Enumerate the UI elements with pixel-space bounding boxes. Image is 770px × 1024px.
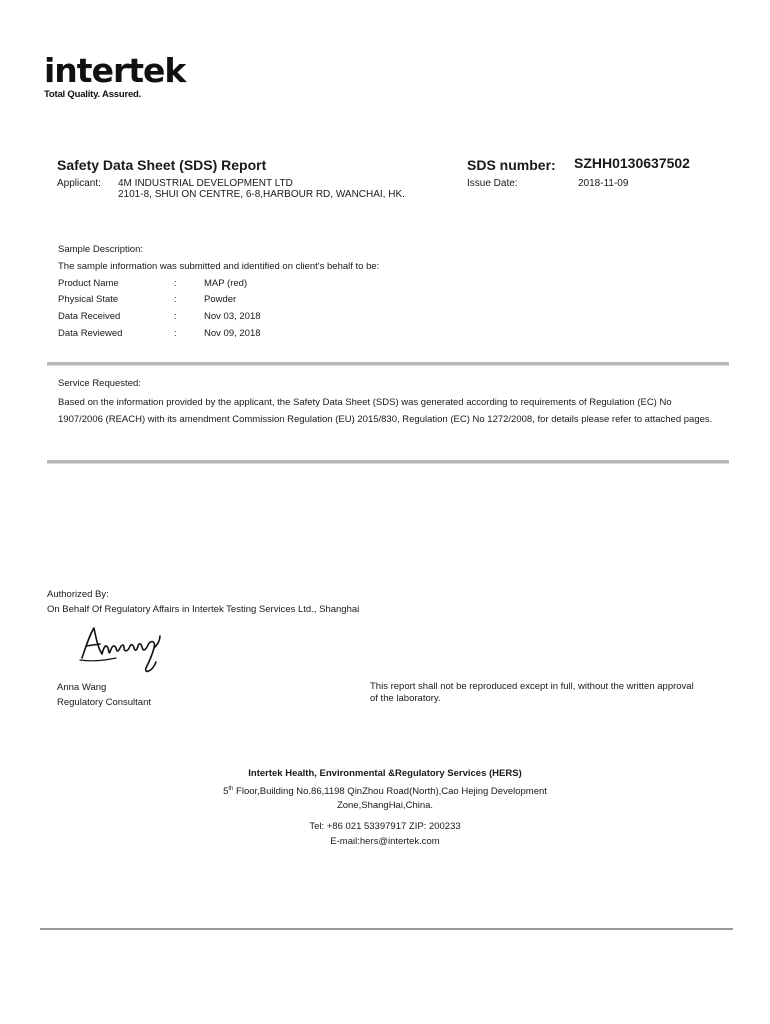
sds-number: SZHH0130637502	[574, 155, 690, 171]
applicant-address: 2101-8, SHUI ON CENTRE, 6-8,HARBOUR RD, WANCHAI, HK.	[118, 189, 405, 200]
service-text: Based on the information provided by the applicant, the Safety Data Sheet (SDS) was generated according to requirements of Regulation (EC) No 1907/2006 (REACH) with its amendment Commission Regulation (EU) 2015/830, Regulation (EC) No 1272/2008, for details please refer to attached pages.	[58, 397, 713, 425]
authorized-by-heading: Authorized By:	[47, 589, 109, 600]
footer-address-text: Floor,Building No.86,1198 QinZhou Road(North),Cao Hejing Development	[233, 786, 547, 798]
reproduction-notice: This report shall not be reproduced except in full, without the written approval of the laboratory.	[370, 681, 694, 704]
sample-row-key: Data Reviewed	[58, 328, 123, 339]
footer-email: E-mail:hers@intertek.com	[330, 836, 440, 847]
sample-row-key: Data Received	[58, 311, 121, 322]
section-divider	[47, 460, 729, 464]
logo-wordmark: intertek	[44, 51, 186, 90]
signature-image	[76, 618, 168, 680]
sample-row-value: Powder	[204, 294, 237, 305]
sample-row-sep: :	[174, 311, 177, 322]
sample-row-key: Product Name	[58, 278, 119, 289]
issue-date: 2018-11-09	[578, 178, 629, 189]
section-divider	[47, 362, 729, 366]
sds-number-label: SDS number:	[467, 157, 556, 173]
sample-row-sep: :	[174, 328, 177, 339]
footer-address-line2: Zone,ShangHai,China.	[336, 800, 434, 811]
footer-divider	[40, 928, 733, 930]
sample-intro: The sample information was submitted and identified on client's behalf to be:	[58, 261, 380, 272]
applicant-name: 4M INDUSTRIAL DEVELOPMENT LTD	[118, 178, 293, 189]
service-heading: Service Requested:	[58, 378, 141, 389]
applicant-label: Applicant:	[57, 178, 101, 189]
sample-row-sep: :	[174, 294, 177, 305]
sample-row-value: Nov 03, 2018	[204, 311, 261, 322]
issue-date-label: Issue Date:	[467, 178, 518, 189]
footer-address-line1	[0, 786, 770, 797]
signer-title: Regulatory Consultant	[57, 697, 151, 708]
sample-row-sep: :	[174, 278, 177, 289]
sample-heading: Sample Description:	[58, 244, 144, 255]
intertek-logo	[44, 51, 186, 100]
logo-tagline: Total Quality. Assured.	[44, 89, 142, 100]
on-behalf-text: On Behalf Of Regulatory Affairs in Intertek Testing Services Ltd., Shanghai	[47, 604, 360, 615]
footer-org: Intertek Health, Environmental &Regulatory Services (HERS)	[248, 768, 522, 779]
sample-row-value: Nov 09, 2018	[204, 328, 261, 339]
sample-row-key: Physical State	[58, 294, 119, 305]
signer-name: Anna Wang	[57, 682, 107, 693]
footer-address-number: 5	[223, 786, 229, 798]
footer-tel: Tel: +86 021 53397917 ZIP: 200233	[309, 821, 461, 832]
sample-row-value: MAP (red)	[204, 278, 248, 289]
report-title: Safety Data Sheet (SDS) Report	[57, 157, 267, 173]
footer-address-suffix: th	[228, 786, 234, 792]
